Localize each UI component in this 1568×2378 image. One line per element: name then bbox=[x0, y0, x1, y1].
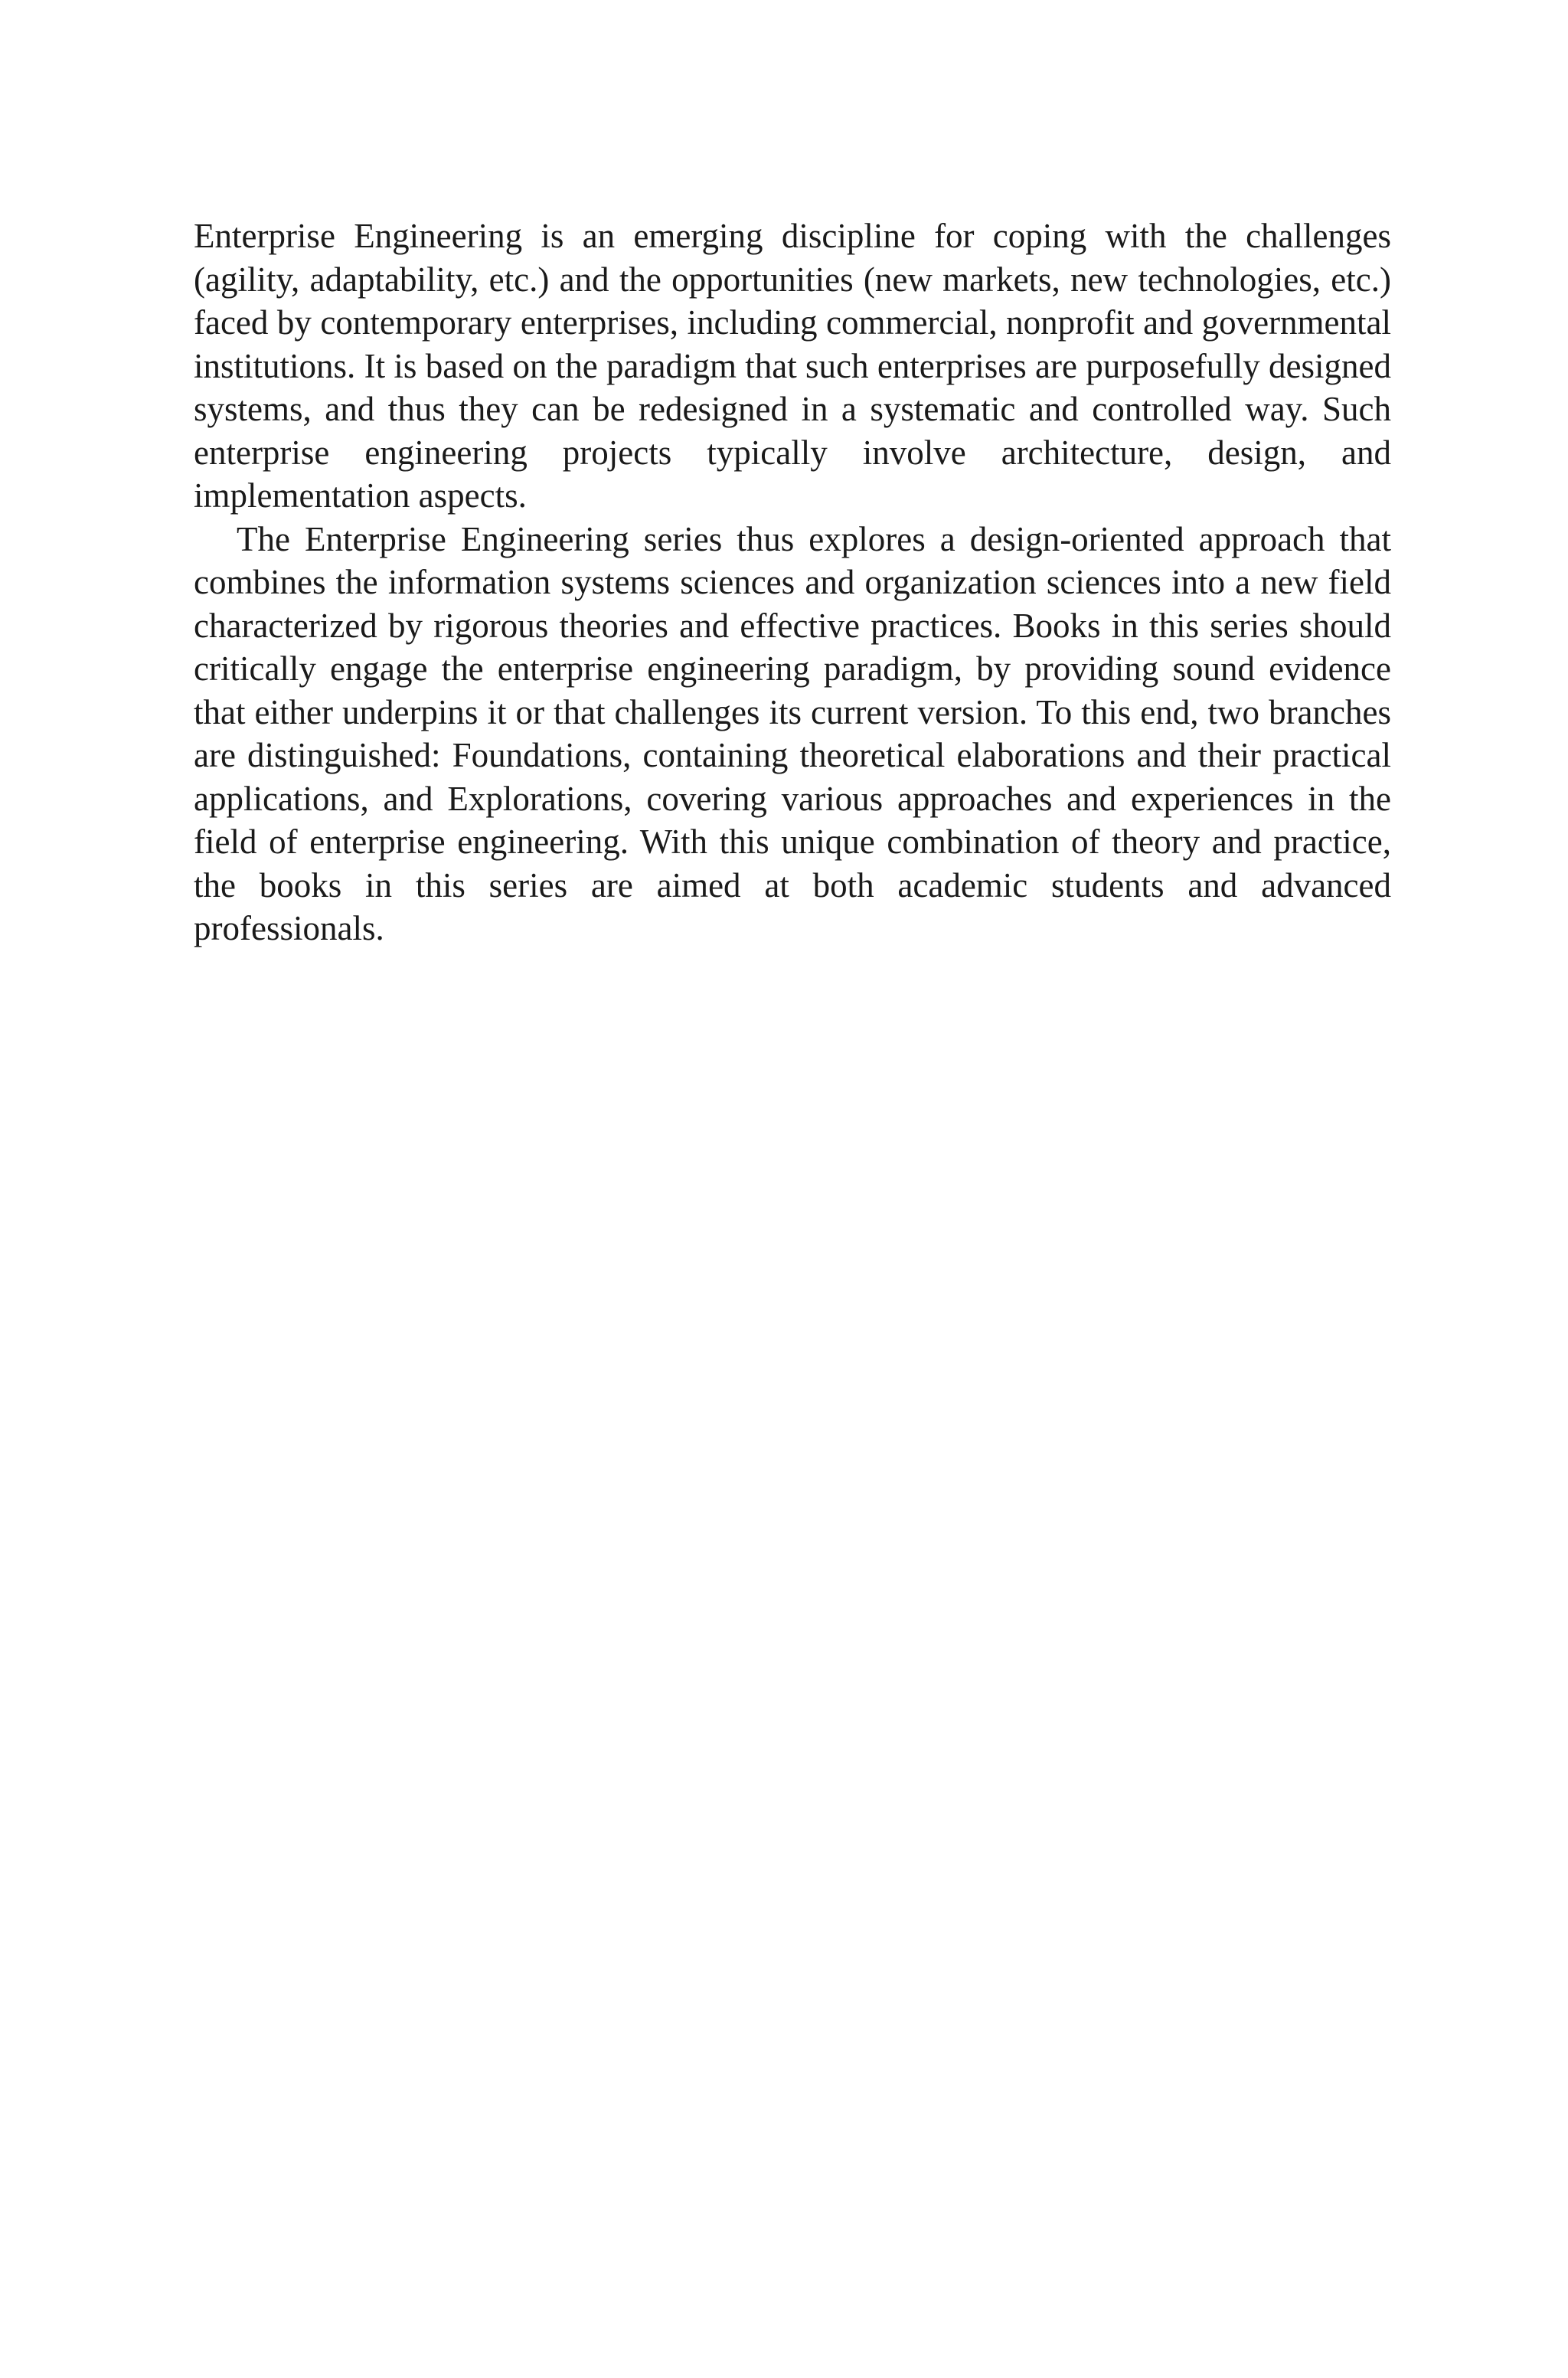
paragraph-intro: Enterprise Engineering is an emerging discipline for coping with the challenges (agility, adaptability, etc.) and the opportunities (new markets, new technologies, etc.) faced by contemporary enterprises, including commercial, nonprofit and governmental institutions. It is based on the paradigm that such enterprises are purposefully designed systems, and thus they can be redesigned in a systematic and controlled way. Such enterprise engineering projects typically involve architecture, design, and implementation aspects. bbox=[194, 217, 1391, 515]
paragraph-series-scope: The Enterprise Engineering series thus explores a design-oriented approach that combines the information systems sciences and organization sciences into a new field characterized by rigorous theories and effective practices. Books in this series should critically engage the enterprise engineering paradigm, by providing sound evidence that either underpins it or that challenges its current version. To this end, two branches are distinguished: Foundations, containing theoretical elaborations and their practical applications, and Explorations, covering various approaches and experiences in the field of enterprise engineering. With this unique combination of theory and practice, the books in this series are aimed at both academic students and advanced professionals. bbox=[194, 519, 1391, 947]
series-description bbox=[194, 214, 1391, 950]
